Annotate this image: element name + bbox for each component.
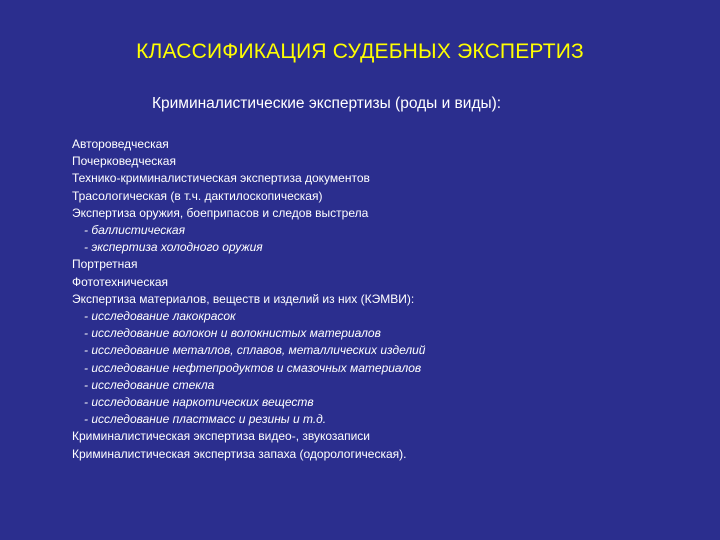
list-item: Автороведческая <box>72 137 169 151</box>
list-item: Экспертиза материалов, веществ и изделий из них (КЭМВИ): <box>72 291 415 306</box>
list-item: Криминалистическая экспертиза запаха (одорологическая). <box>72 446 407 461</box>
list-subitem: - экспертиза холодного оружия <box>84 240 263 255</box>
list-subitem: - исследование наркотических веществ <box>84 395 314 410</box>
list-item: Портретная <box>72 257 138 272</box>
list-subitem: - исследование волокон и волокнистых материалов <box>84 326 381 341</box>
list-subitem: - исследование лакокрасок <box>84 309 236 324</box>
list-subitem: - баллистическая <box>84 223 185 238</box>
list-item: Фототехническая <box>72 274 169 289</box>
list-item: Почерковедческая <box>72 154 176 169</box>
list-item: Технико-криминалистическая экспертиза документов <box>72 171 370 186</box>
slide-title: КЛАССИФИКАЦИЯ СУДЕБНЫХ ЭКСПЕРТИЗ <box>136 40 584 63</box>
slide-subtitle: Криминалистические экспертизы (роды и виды): <box>152 95 502 112</box>
list-subitem: - исследование стекла <box>84 377 215 392</box>
list-item: Криминалистическая экспертиза видео-, звукозаписи <box>72 429 370 444</box>
expertise-list <box>72 136 425 463</box>
list-subitem: - исследование нефтепродуктов и смазочных материалов <box>84 360 422 375</box>
list-item: Трасологическая (в т.ч. дактилоскопическая) <box>72 188 323 203</box>
list-subitem: - исследование пластмасс и резины и т.д. <box>84 412 327 427</box>
list-subitem: - исследование металлов, сплавов, металлических изделий <box>84 343 426 358</box>
list-item: Экспертиза оружия, боеприпасов и следов выстрела <box>72 205 369 220</box>
